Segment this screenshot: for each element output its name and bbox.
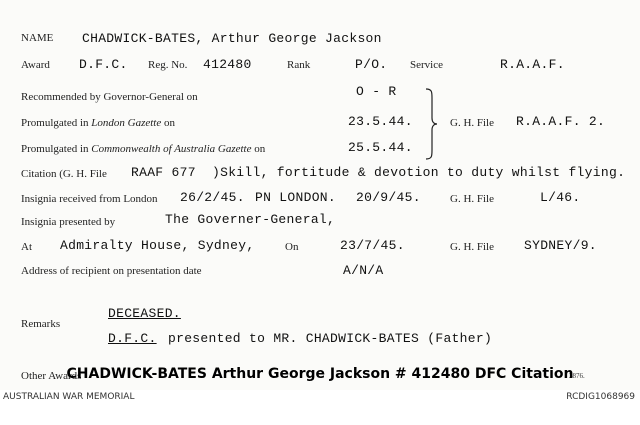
citation-label: Citation (G. H. File [21, 168, 107, 180]
commonwealth-gazette-label: Promulgated in Commonwealth of Australia Gazette on [21, 143, 266, 155]
london-gazette-date: 23.5.44. [348, 114, 413, 129]
service-value: R.A.A.F. [500, 57, 565, 72]
presentation-date: 23/7/45. [340, 238, 405, 253]
presented-by-value: The Governer-General, [165, 212, 336, 227]
pn-london-date: 20/9/45. [356, 190, 421, 205]
insignia-received-label: Insignia received from London [21, 193, 158, 205]
name-label: NAME [21, 32, 54, 44]
gh-file-label-3: G. H. File [450, 241, 494, 253]
commonwealth-gazette-date: 25.5.44. [348, 140, 413, 155]
london-gazette-label: Promulgated in London Gazette on [21, 117, 176, 129]
rank-label: Rank [287, 59, 311, 71]
citation-file: RAAF 677 [131, 165, 196, 180]
document-caption: CHADWICK-BATES Arthur George Jackson # 412480 DFC Citation [66, 366, 574, 382]
award-value: D.F.C. [79, 57, 128, 72]
footer-left: AUSTRALIAN WAR MEMORIAL [3, 392, 135, 402]
award-label: Award [21, 59, 50, 71]
name-value: CHADWICK-BATES, Arthur George Jackson [82, 31, 382, 46]
footer-right: RCDIG1068969 [566, 392, 635, 402]
service-label: Service [410, 59, 443, 71]
address-label: Address of recipient on presentation date [21, 265, 202, 277]
pn-london: PN LONDON. [255, 190, 337, 205]
location-value: Admiralty House, Sydney, [60, 238, 255, 253]
rank-value: P/O. [355, 57, 388, 72]
remarks-line-1: DECEASED. [108, 306, 181, 321]
recommended-label: Recommended by Governor-General on [21, 91, 198, 103]
gh-file-label-1: G. H. File [450, 117, 494, 129]
card-number: 2876. [569, 372, 585, 380]
remarks-award: D.F.C. [108, 331, 157, 346]
gh-file-value-3: SYDNEY/9. [524, 238, 597, 253]
insignia-received-date: 26/2/45. [180, 190, 245, 205]
remarks-label: Remarks [21, 318, 61, 330]
remarks-line-2: presented to MR. CHADWICK-BATES (Father) [168, 331, 493, 346]
at-label: At [21, 241, 32, 253]
address-value: A/N/A [343, 263, 384, 278]
other-awards-label: Other Awards [21, 370, 82, 382]
reg-no-value: 412480 [203, 57, 252, 72]
insignia-presented-label: Insignia presented by [21, 216, 116, 228]
gh-file-value-2: L/46. [540, 190, 581, 205]
on-label: On [285, 241, 299, 253]
gh-file-label-2: G. H. File [450, 193, 494, 205]
gh-file-value-1: R.A.A.F. 2. [516, 114, 606, 129]
reg-no-label: Reg. No. [148, 59, 188, 71]
recommended-value: O - R [356, 84, 397, 99]
citation-text: )Skill, fortitude & devotion to duty whilst flying. [212, 165, 626, 180]
brace-icon [424, 88, 438, 160]
